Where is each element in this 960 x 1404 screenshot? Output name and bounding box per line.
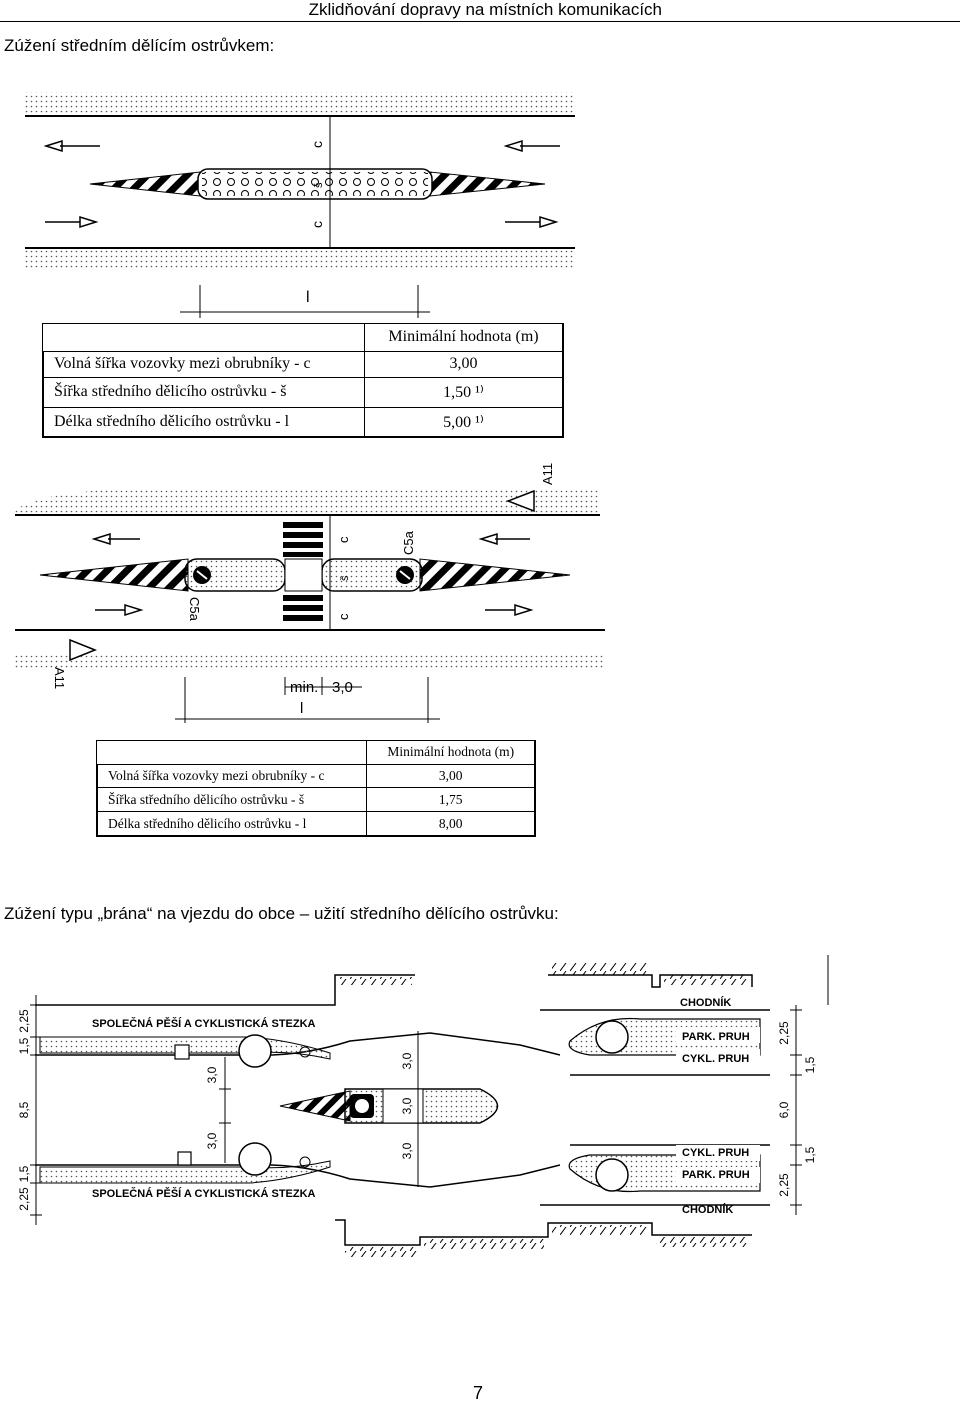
table-2-row-3-value: 8,00 [367, 812, 535, 836]
dim-left-3: 8,5 [17, 1101, 31, 1119]
table-1 [42, 323, 564, 438]
dim-c-top-2: c [336, 536, 351, 543]
dim-left-1: 2,25 [17, 1009, 31, 1033]
label-chodnik-bottom: CHODNÍK [682, 1204, 734, 1216]
page-number: 7 [473, 1383, 484, 1403]
table-2-row-1-label: Volná šířka vozovky mezi obrubníky - c [98, 764, 367, 788]
dim-chain-right [790, 1005, 802, 1215]
label-c5a-top: C5a [401, 531, 416, 555]
label-path-top: SPOLEČNÁ PĚŠÍ A CYKLISTICKÁ STEZKA [92, 1018, 316, 1030]
table-1-row-2-value: 1,50 ¹⁾ [364, 378, 562, 407]
label-cykl-top: CYKL. PRUH [682, 1053, 750, 1065]
arrow-right-1 [45, 217, 96, 227]
pedestrian-crossing-lower [283, 595, 323, 621]
dim-l-line [180, 285, 430, 318]
dim-right-3: 6,0 [777, 1101, 791, 1119]
dim-c-top: c [309, 141, 325, 148]
median-island-2 [40, 559, 570, 591]
table-2-row-1-value: 3,00 [367, 764, 535, 788]
dim-c-bottom: c [309, 221, 325, 228]
figure-2-island-with-crossing [0, 455, 610, 725]
upper-sidewalk [25, 92, 575, 116]
section-title-1: Zúžení středním dělícím ostrůvkem: [4, 36, 275, 55]
table-2-header: Minimální hodnota (m) [367, 741, 535, 764]
arrow-left-3 [94, 534, 140, 544]
arrow-left-1 [46, 141, 100, 151]
label-chodnik-top: CHODNÍK [680, 997, 732, 1009]
figure-3-gateway-narrowing [0, 955, 840, 1270]
table-1-row-2-label: Šířka středního dělicího ostrůvku - š [44, 378, 365, 407]
dim-mid-3: 3,0 [400, 1052, 414, 1070]
dim-mid-1: 3,0 [205, 1066, 219, 1084]
dim-right-4: 1,5 [803, 1146, 817, 1164]
table-1-row-3-value: 5,00 ¹⁾ [364, 407, 562, 436]
table-1-row-1-label: Volná šířka vozovky mezi obrubníky - c [44, 351, 365, 378]
dim-mid-5: 3,0 [400, 1142, 414, 1160]
table-2-row-2-value: 1,75 [367, 788, 535, 812]
label-c5a-bottom: C5a [187, 597, 202, 621]
dim-chain-left [30, 995, 42, 1225]
dim-mid-4: 3,0 [400, 1097, 414, 1115]
dim-right-1: 2,25 [777, 1021, 791, 1045]
arrow-left-2 [506, 141, 560, 151]
dim-s: š [313, 182, 325, 188]
arrow-right-4 [485, 605, 531, 615]
dim-left-2: 1,5 [17, 1037, 31, 1055]
running-title: Zklidňování dopravy na místních komunikacích [308, 0, 662, 19]
label-cykl-bottom: CYKL. PRUH [682, 1147, 750, 1159]
label-path-bottom: SPOLEČNÁ PĚŠÍ A CYKLISTICKÁ STEZKA [92, 1188, 316, 1200]
arrow-right-3 [95, 605, 141, 615]
arrow-left-4 [481, 534, 530, 544]
dim-c-bottom-2: c [336, 613, 351, 620]
dim-s-2: š [339, 575, 351, 581]
table-2 [96, 740, 536, 837]
dim-right-2: 1,5 [803, 1056, 817, 1074]
label-a11-top: A11 [540, 462, 555, 485]
label-park-bottom: PARK. PRUH [682, 1169, 750, 1181]
dim-l-label-2: l [300, 700, 304, 717]
dim-min-label: min. [290, 679, 319, 696]
section-title-2: Zúžení typu „brána“ na vjezdu do obce – užití středního dělícího ostrůvku: [4, 904, 559, 923]
label-a11-bottom: A11 [52, 667, 67, 690]
figure-1-median-island [0, 80, 600, 320]
lower-sidewalk [25, 248, 575, 270]
dim-mid-2: 3,0 [205, 1132, 219, 1150]
central-median [280, 1089, 498, 1123]
label-park-top: PARK. PRUH [682, 1031, 750, 1043]
dim-min-value: 3,0 [332, 679, 353, 696]
header-rule [0, 21, 960, 22]
pedestrian-crossing-upper [283, 522, 323, 557]
table-1-row-3-label: Délka středního dělicího ostrůvku - l [44, 407, 365, 436]
dim-l-label: l [306, 289, 310, 306]
arrow-right-2 [505, 217, 556, 227]
dim-left-4: 1,5 [17, 1165, 31, 1183]
table-2-row-3-label: Délka středního dělicího ostrůvku - l [98, 812, 367, 836]
table-2-row-2-label: Šířka středního dělicího ostrůvku - š [98, 788, 367, 812]
table-1-row-1-value: 3,00 [364, 351, 562, 378]
dim-right-5: 2,25 [777, 1173, 791, 1197]
dim-left-5: 2,25 [17, 1187, 31, 1211]
table-1-header: Minimální hodnota (m) [364, 324, 562, 351]
